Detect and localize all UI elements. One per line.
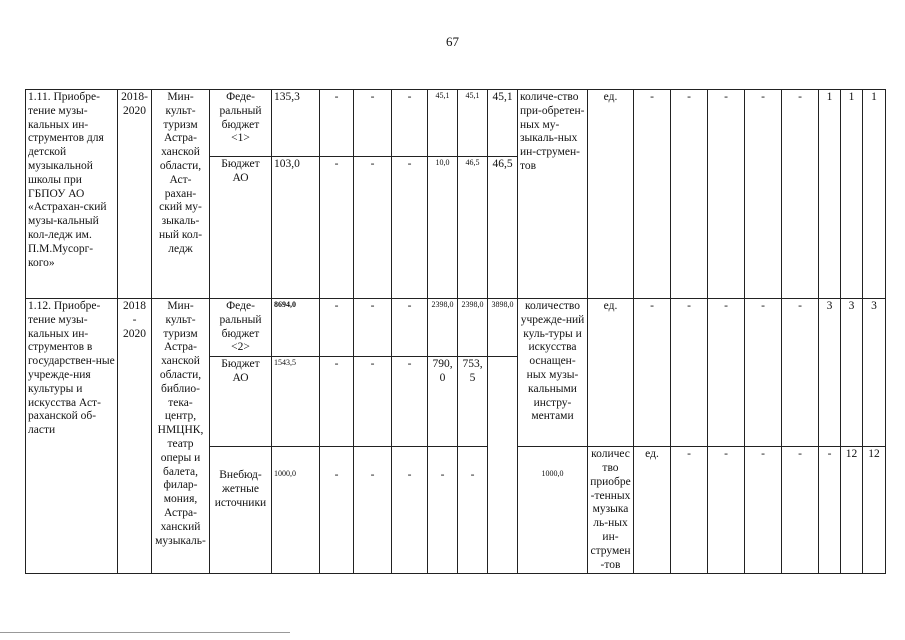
funding-year-value: - — [320, 357, 354, 447]
funding-year-value: - — [392, 447, 428, 574]
indicator-value: - — [634, 299, 671, 447]
indicator-unit: ед. — [588, 90, 634, 299]
funding-year-value: - — [392, 157, 428, 299]
funding-total: 1000,0 — [272, 447, 320, 574]
funding-year-value: 1000,0 — [518, 447, 588, 574]
funding-year-value: - — [354, 299, 392, 357]
indicator-value: 3 — [863, 299, 886, 447]
funding-source: Феде-ральный бюджет <2> — [210, 299, 272, 357]
page-number: 67 — [446, 34, 459, 49]
funding-year-value: 2398,0 — [428, 299, 458, 357]
indicator-value: 1 — [819, 90, 841, 299]
funding-year-value: 45,1 — [428, 90, 458, 157]
indicator-value: 12 — [863, 447, 886, 574]
funding-year-value: 45,1 — [458, 90, 488, 157]
funding-year-value: - — [428, 447, 458, 574]
funding-year-value: - — [354, 90, 392, 157]
indicator-value: 3 — [841, 299, 863, 447]
funding-year-value: 790,0 — [428, 357, 458, 447]
funding-source: Бюджет АО — [210, 157, 272, 299]
funding-source: Феде-ральный бюджет <1> — [210, 90, 272, 157]
program-activities-table — [25, 89, 886, 574]
indicator-value: - — [708, 90, 745, 299]
indicator-value: - — [671, 447, 708, 574]
indicator-unit: ед. — [634, 447, 671, 574]
table-row-1-11 — [26, 90, 886, 157]
funding-year-value: - — [354, 357, 392, 447]
funding-year-value: - — [392, 299, 428, 357]
indicator-value: 1 — [841, 90, 863, 299]
indicator-value: - — [819, 447, 841, 574]
funding-year-value: 3898,0 — [488, 299, 518, 357]
indicator-value: 1 — [863, 90, 886, 299]
indicator-value: - — [745, 299, 782, 447]
indicator-value: - — [745, 447, 782, 574]
funding-year-value: 10,0 — [428, 157, 458, 299]
funding-year-value: - — [354, 447, 392, 574]
funding-year-value: 46,5 — [458, 157, 488, 299]
activity-name-1-11: 1.11. Приобре-тение музы-кальных ин-струментов для детской музыкальной школы при ГБПОУ АО «Астрахан-ский музы-кальный кол-ледж им. П.М.Мусорг-кого» — [26, 90, 118, 299]
funding-year-value: - — [320, 90, 354, 157]
page-bottom-rule — [0, 632, 290, 633]
funding-source: Внебюд-жетные источники — [210, 447, 272, 574]
funding-year-value: - — [392, 90, 428, 157]
funding-year-value: - — [320, 157, 354, 299]
funding-year-value: 753,5 — [458, 357, 488, 447]
indicator-value: - — [671, 299, 708, 447]
indicator-value: - — [782, 299, 819, 447]
funding-total: 8694,0 — [272, 299, 320, 357]
indicator-value: - — [708, 447, 745, 574]
indicator-value: - — [782, 90, 819, 299]
table-row-1-12 — [26, 299, 886, 357]
indicator-name: количе-ство при-обретен-ных му-зыкаль-ных ин-струмен-тов — [518, 90, 588, 299]
activity-period-1-11: 2018-2020 — [118, 90, 152, 299]
funding-year-value: - — [392, 357, 428, 447]
funding-year-value: - — [320, 447, 354, 574]
funding-year-value — [488, 357, 518, 574]
indicator-value: - — [634, 90, 671, 299]
activity-executor-1-11: Мин-культ-туризм Астра-ханской области, Аст-рахан-ский му-зыкаль-ный кол-ледж — [152, 90, 210, 299]
funding-year-value: 46,5 — [488, 157, 518, 299]
activity-name-1-12: 1.12. Приобре-тение музы-кальных ин-струментов в государствен-ные учрежде-ния культуры и искусства Аст-раханской об-ласти — [26, 299, 118, 574]
indicator-value: - — [708, 299, 745, 447]
funding-source: Бюджет АО — [210, 357, 272, 447]
funding-total: 1543,5 — [272, 357, 320, 447]
funding-total: 103,0 — [272, 157, 320, 299]
funding-total: 135,3 — [272, 90, 320, 157]
indicator-unit: ед. — [588, 299, 634, 447]
funding-year-value: 2398,0 — [458, 299, 488, 357]
indicator-value: - — [671, 90, 708, 299]
funding-year-value: - — [320, 299, 354, 357]
indicator-value: 12 — [841, 447, 863, 574]
activity-executor-1-12: Мин-культ-туризм Астра-ханской области, библио-тека-центр, НМЦНК, театр оперы и балета, филар-мония, Астра-ханский музыкаль- — [152, 299, 210, 574]
activity-period-1-12: 2018 - 2020 — [118, 299, 152, 574]
funding-year-value: - — [458, 447, 488, 574]
funding-year-value: 45,1 — [488, 90, 518, 157]
indicator-value: 3 — [819, 299, 841, 447]
funding-year-value: - — [354, 157, 392, 299]
indicator-value: - — [782, 447, 819, 574]
indicator-name: количество учрежде-ний куль-туры и искусства оснащен-ных музы-кальными инстру-ментами — [518, 299, 588, 447]
indicator-value: - — [745, 90, 782, 299]
indicator-name: количество приобре-тенных музыкаль-ных ин-струмен-тов — [588, 447, 634, 574]
